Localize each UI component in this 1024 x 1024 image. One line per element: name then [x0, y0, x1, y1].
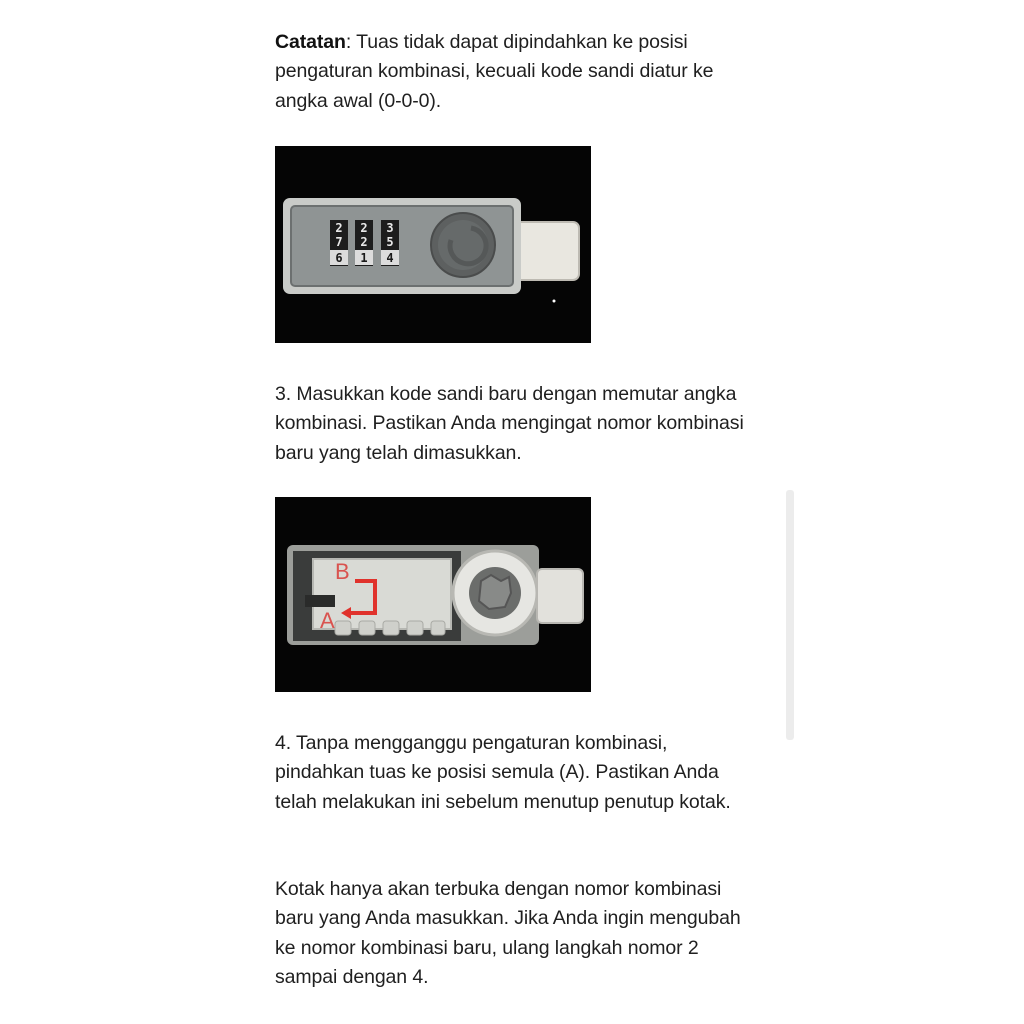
dial-3-bottom-digit: 4: [386, 251, 394, 265]
combination-lock-illustration: [275, 146, 591, 343]
lever-mechanism-illustration: [275, 497, 591, 692]
step-3-section: [275, 380, 755, 468]
closing-section: [275, 875, 755, 992]
step-3-text: 3. Masukkan kode sandi baru dengan memutar angka kombinasi. Pastikan Anda mengingat nomor kombinasi baru yang telah dimasukkan.: [275, 383, 744, 464]
note-section: [275, 28, 755, 116]
step-4-text: 4. Tanpa mengganggu pengaturan kombinasi, pindahkan tuas ke posisi semula (A). Pastikan Anda telah melakukan ini sebelum menutup penutup kotak.: [275, 732, 731, 813]
dial-2-mid-digit: 2: [360, 235, 368, 249]
closing-text: Kotak hanya akan terbuka dengan nomor kombinasi baru yang Anda masukkan. Jika Anda ingin mengubah ke nomor kombinasi baru, ulang langkah nomor 2 sampai dengan 4.: [275, 878, 741, 988]
dial-1-top-digit: 2: [335, 221, 343, 235]
position-a-label: A: [320, 608, 335, 633]
lever-mechanism-photo: [275, 497, 591, 692]
dial-3-top-digit: 3: [386, 221, 394, 235]
step-4-section: [275, 729, 755, 817]
dial-1-mid-digit: 7: [335, 235, 343, 249]
dial-2-bottom-digit: 1: [360, 251, 368, 265]
dial-2-top-digit: 2: [360, 221, 368, 235]
dial-3-mid-digit: 5: [386, 235, 394, 249]
note-paragraph: [275, 28, 755, 116]
dial-1-bottom-digit: 6: [335, 251, 343, 265]
note-label: Catatan: [275, 31, 346, 53]
combination-lock-photo: [275, 146, 591, 343]
note-text: : Tuas tidak dapat dipindahkan ke posisi pengaturan kombinasi, kecuali kode sandi diatur ke angka awal (0-0-0).: [275, 31, 714, 112]
position-b-label: B: [335, 559, 350, 584]
vertical-scrollbar[interactable]: [786, 490, 794, 740]
